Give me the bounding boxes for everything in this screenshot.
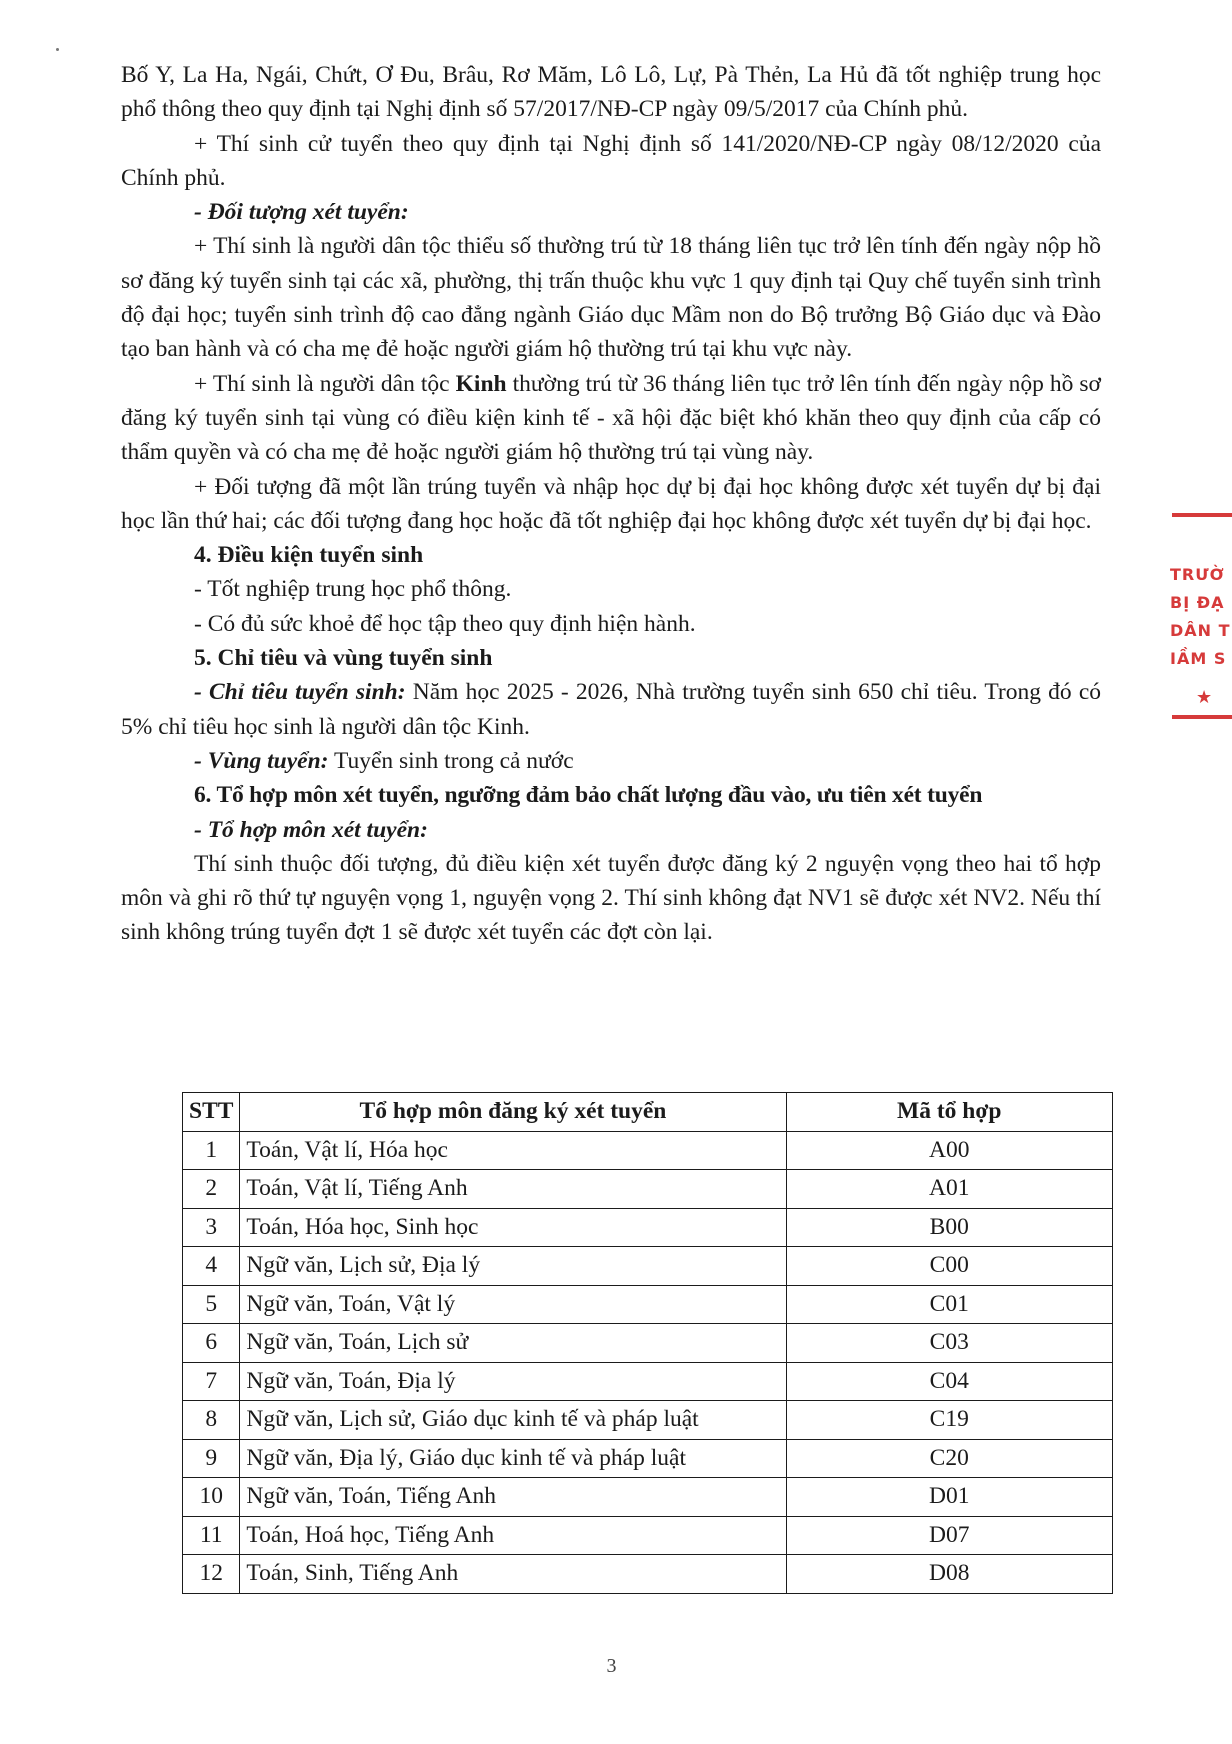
cell-stt: 7 bbox=[183, 1362, 240, 1401]
cell-to-hop: Ngữ văn, Toán, Lịch sử bbox=[240, 1324, 786, 1363]
cell-stt: 9 bbox=[183, 1439, 240, 1478]
cell-to-hop: Ngữ văn, Toán, Địa lý bbox=[240, 1362, 786, 1401]
cell-to-hop: Ngữ văn, Lịch sử, Giáo dục kinh tế và pháp luật bbox=[240, 1401, 786, 1440]
paragraph-nguyen-vong: Thí sinh thuộc đối tượng, đủ điều kiện xét tuyển được đăng ký 2 nguyện vọng theo hai tổ hợp môn và ghi rõ thứ tự nguyện vọng 1, nguyện vọng 2. Thí sinh không đạt NV1 sẽ được xét NV2. Nếu thí sinh không trúng tuyển đợt 1 sẽ được xét tuyển các đợt còn lại. bbox=[121, 850, 1101, 946]
stamp-text-line: IẦM S bbox=[1170, 649, 1227, 668]
header-ma-to-hop: Mã tổ hợp bbox=[786, 1093, 1112, 1132]
stamp-star-icon: ★ bbox=[1196, 687, 1214, 708]
cell-to-hop: Ngữ văn, Địa lý, Giáo dục kinh tế và pháp luật bbox=[240, 1439, 786, 1478]
stamp-line-top bbox=[1172, 513, 1232, 517]
condition-tot-nghiep: - Tốt nghiệp trung học phổ thông. bbox=[194, 576, 512, 603]
header-to-hop: Tổ hợp môn đăng ký xét tuyển bbox=[240, 1093, 786, 1132]
header-stt: STT bbox=[183, 1093, 240, 1132]
cell-to-hop: Ngữ văn, Lịch sử, Địa lý bbox=[240, 1247, 786, 1286]
cell-ma-to-hop: A01 bbox=[786, 1170, 1112, 1209]
paragraph-chi-tieu: - Chỉ tiêu tuyển sinh: Năm học 2025 - 2026, Nhà trường tuyển sinh 650 chỉ tiêu. Trong đó có 5% chỉ tiêu học sinh là người dân tộc Kinh. bbox=[121, 679, 1101, 740]
cell-stt: 3 bbox=[183, 1208, 240, 1247]
cell-to-hop: Toán, Vật lí, Tiếng Anh bbox=[240, 1170, 786, 1209]
table-row bbox=[183, 1170, 1113, 1209]
cell-to-hop: Ngữ văn, Toán, Tiếng Anh bbox=[240, 1478, 786, 1517]
cell-to-hop: Ngữ văn, Toán, Vật lý bbox=[240, 1285, 786, 1324]
cell-ma-to-hop: D01 bbox=[786, 1478, 1112, 1517]
label-to-hop: - Tổ hợp môn xét tuyển: bbox=[194, 816, 428, 843]
table-row bbox=[183, 1131, 1113, 1170]
paragraph-ethnic-list: Bố Y, La Ha, Ngái, Chứt, Ơ Đu, Brâu, Rơ Măm, Lô Lô, Lự, Pà Thẻn, La Hủ đã tốt nghiệp trung học phổ thông theo quy định tại Nghị định số 57/2017/NĐ-CP ngày 09/5/2017 của Chính phủ. bbox=[121, 62, 1101, 123]
cell-to-hop: Toán, Sinh, Tiếng Anh bbox=[240, 1555, 786, 1594]
cell-stt: 2 bbox=[183, 1170, 240, 1209]
cell-ma-to-hop: A00 bbox=[786, 1131, 1112, 1170]
cell-to-hop: Toán, Vật lí, Hóa học bbox=[240, 1131, 786, 1170]
page-number: 3 bbox=[606, 1655, 617, 1677]
bold-kinh: Kinh bbox=[455, 370, 507, 397]
cell-ma-to-hop: D08 bbox=[786, 1555, 1112, 1594]
table-row bbox=[183, 1439, 1113, 1478]
condition-suc-khoe: - Có đủ sức khoẻ để học tập theo quy định hiện hành. bbox=[194, 610, 696, 637]
cell-stt: 12 bbox=[183, 1555, 240, 1594]
cell-ma-to-hop: C19 bbox=[786, 1401, 1112, 1440]
cell-ma-to-hop: C20 bbox=[786, 1439, 1112, 1478]
label-doi-tuong: - Đối tượng xét tuyển: bbox=[194, 199, 409, 226]
cell-ma-to-hop: D07 bbox=[786, 1516, 1112, 1555]
cell-stt: 4 bbox=[183, 1247, 240, 1286]
table-row bbox=[183, 1478, 1113, 1517]
table-row bbox=[183, 1208, 1113, 1247]
table-row bbox=[183, 1285, 1113, 1324]
cell-stt: 5 bbox=[183, 1285, 240, 1324]
cell-stt: 8 bbox=[183, 1401, 240, 1440]
heading-chi-tieu: 5. Chỉ tiêu và vùng tuyển sinh bbox=[194, 645, 493, 672]
paragraph-thieu-so: + Thí sinh là người dân tộc thiểu số thường trú từ 18 tháng liên tục trở lên tính đến ngày nộp hồ sơ đăng ký tuyển sinh tại các xã, phường, thị trấn thuộc khu vực 1 quy định tại Quy chế tuyển sinh trình độ đại học; tuyển sinh trình độ cao đẳng ngành Giáo dục Mầm non do Bộ trưởng Bộ Giáo dục và Đào tạo ban hành và có cha mẹ đẻ hoặc người giám hộ thường trú tại khu vực này. bbox=[121, 233, 1101, 363]
stamp-text-line: TRƯỜ bbox=[1170, 565, 1225, 584]
cell-ma-to-hop: B00 bbox=[786, 1208, 1112, 1247]
table-row bbox=[183, 1401, 1113, 1440]
cell-to-hop: Toán, Hoá học, Tiếng Anh bbox=[240, 1516, 786, 1555]
cell-stt: 10 bbox=[183, 1478, 240, 1517]
table-row bbox=[183, 1247, 1113, 1286]
table-row bbox=[183, 1324, 1113, 1363]
stamp-line-bottom bbox=[1172, 715, 1232, 719]
cell-ma-to-hop: C03 bbox=[786, 1324, 1112, 1363]
stamp-text-line: DÂN T bbox=[1170, 621, 1231, 640]
scan-speck bbox=[56, 48, 59, 51]
paragraph-vung-tuyen: - Vùng tuyển: Tuyển sinh trong cả nước bbox=[194, 747, 574, 774]
cell-stt: 6 bbox=[183, 1324, 240, 1363]
cell-stt: 1 bbox=[183, 1131, 240, 1170]
table-row bbox=[183, 1516, 1113, 1555]
paragraph-da-trung-tuyen: + Đối tượng đã một lần trúng tuyển và nhập học dự bị đại học không được xét tuyển dự bị đại học lần thứ hai; các đối tượng đang học hoặc đã tốt nghiệp đại học không được xét tuyển dự bị đại học. bbox=[121, 473, 1101, 534]
heading-dieu-kien: 4. Điều kiện tuyển sinh bbox=[194, 542, 424, 569]
table-header-row bbox=[183, 1093, 1113, 1132]
cell-stt: 11 bbox=[183, 1516, 240, 1555]
document-body bbox=[121, 58, 1101, 950]
subject-combination-table bbox=[182, 1092, 1113, 1594]
red-stamp-fragment bbox=[1160, 505, 1231, 725]
heading-to-hop: 6. Tổ hợp môn xét tuyển, ngưỡng đảm bảo chất lượng đầu vào, ưu tiên xét tuyển bbox=[194, 782, 983, 809]
paragraph-kinh: + Thí sinh là người dân tộc Kinh thường trú từ 36 tháng liên tục trở lên tính đến ngày nộp hồ sơ đăng ký tuyển sinh tại vùng có điều kiện kinh tế - xã hội đặc biệt khó khăn theo quy định của cấp có thẩm quyền và có cha mẹ đẻ hoặc người giám hộ thường trú tại vùng này. bbox=[121, 370, 1101, 466]
table-row bbox=[183, 1555, 1113, 1594]
table-row bbox=[183, 1362, 1113, 1401]
paragraph-cu-tuyen: + Thí sinh cử tuyển theo quy định tại Nghị định số 141/2020/NĐ-CP ngày 08/12/2020 của Chính phủ. bbox=[121, 130, 1101, 191]
cell-ma-to-hop: C04 bbox=[786, 1362, 1112, 1401]
cell-ma-to-hop: C01 bbox=[786, 1285, 1112, 1324]
cell-ma-to-hop: C00 bbox=[786, 1247, 1112, 1286]
cell-to-hop: Toán, Hóa học, Sinh học bbox=[240, 1208, 786, 1247]
stamp-text-line: BỊ ĐẠ bbox=[1170, 593, 1225, 612]
